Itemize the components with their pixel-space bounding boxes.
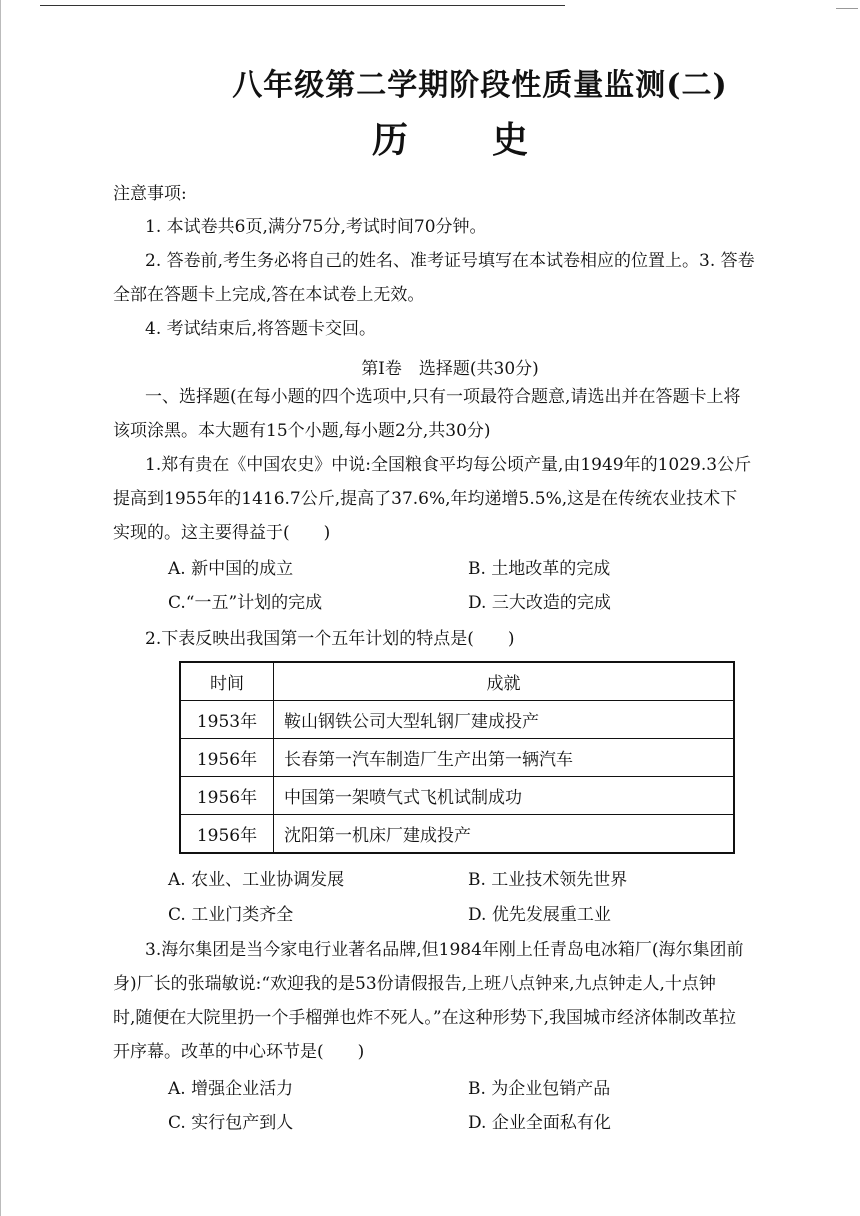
q2-option-d: D. 优先发展重工业 bbox=[468, 905, 611, 925]
q3-option-d: D. 企业全面私有化 bbox=[468, 1113, 611, 1133]
q1-option-c: C.“一五”计划的完成 bbox=[168, 593, 323, 613]
q1-stem-line-2: 提高到1955年的1416.7公斤,提高了37.6%,年均递增5.5%,这是在传统农业技术下 bbox=[113, 489, 738, 509]
achievements-table bbox=[179, 661, 735, 854]
table-header-row bbox=[180, 662, 734, 701]
notice-heading: 注意事项: bbox=[113, 184, 187, 204]
q1-stem-line-3: 实现的。这主要得益于( ) bbox=[113, 523, 331, 543]
table-cell-year: 1956年 bbox=[180, 815, 274, 854]
q2-option-a: A. 农业、工业协调发展 bbox=[168, 870, 345, 890]
part-one-instructions-cont: 该项涂黑。本大题有15个小题,每小题2分,共30分) bbox=[113, 421, 491, 441]
q2-option-c: C. 工业门类齐全 bbox=[168, 905, 294, 925]
subject-char-1: 历 bbox=[371, 119, 408, 161]
part-one-instructions: 一、选择题(在每小题的四个选项中,只有一项最符合题意,请选出并在答题卡上将 bbox=[145, 387, 741, 407]
table-row bbox=[180, 701, 734, 739]
q1-option-b: B. 土地改革的完成 bbox=[468, 559, 611, 579]
q2-option-b: B. 工业技术领先世界 bbox=[468, 870, 628, 890]
subject-title bbox=[0, 112, 860, 163]
exam-title: 八年级第二学期阶段性质量监测(二) bbox=[232, 68, 728, 103]
q1-stem-line-1: 1.郑有贵在《中国农史》中说:全国粮食平均每公顷产量,由1949年的1029.3公斤 bbox=[145, 455, 752, 475]
top-rule bbox=[40, 5, 565, 6]
q3-option-b: B. 为企业包销产品 bbox=[468, 1079, 611, 1099]
subject-char-2: 史 bbox=[492, 119, 529, 161]
q3-stem-line-2: 身)厂长的张瑞敏说:“欢迎我的是53份请假报告,上班八点钟来,九点钟走人,十点钟 bbox=[113, 974, 716, 994]
q3-option-a: A. 增强企业活力 bbox=[168, 1079, 294, 1099]
q1-option-a: A. 新中国的成立 bbox=[168, 559, 294, 579]
q1-option-d: D. 三大改造的完成 bbox=[468, 593, 611, 613]
q3-stem-line-1: 3.海尔集团是当今家电行业著名品牌,但1984年刚上任青岛电冰箱厂(海尔集团前 bbox=[145, 940, 744, 960]
table-cell-achievement: 长春第一汽车制造厂生产出第一辆汽车 bbox=[274, 739, 735, 777]
notice-item-2: 2. 答卷前,考生务必将自己的姓名、准考证号填写在本试卷相应的位置上。3. 答卷 bbox=[145, 251, 755, 271]
q3-stem-line-3: 时,随便在大院里扔一个手榴弹也炸不死人。”在这种形势下,我国城市经济体制改革拉 bbox=[113, 1008, 736, 1028]
table-cell-year: 1956年 bbox=[180, 739, 274, 777]
q2-stem: 2.下表反映出我国第一个五年计划的特点是( ) bbox=[145, 629, 515, 649]
table-row bbox=[180, 815, 734, 854]
table-header-achievement: 成就 bbox=[274, 662, 735, 701]
table-cell-achievement: 中国第一架喷气式飞机试制成功 bbox=[274, 777, 735, 815]
table-row bbox=[180, 739, 734, 777]
table-header-time: 时间 bbox=[180, 662, 274, 701]
notice-item-4: 4. 考试结束后,将答题卡交回。 bbox=[145, 319, 377, 339]
corner-mark bbox=[836, 0, 858, 9]
section-title: 第Ⅰ卷 选择题(共30分) bbox=[361, 359, 539, 379]
notice-item-1: 1. 本试卷共6页,满分75分,考试时间70分钟。 bbox=[145, 217, 487, 237]
page-left-edge bbox=[0, 0, 1, 1216]
table-cell-achievement: 鞍山钢铁公司大型轧钢厂建成投产 bbox=[274, 701, 735, 739]
notice-item-2-cont: 全部在答题卡上完成,答在本试卷上无效。 bbox=[113, 285, 425, 305]
q3-stem-line-4: 开序幕。改革的中心环节是( ) bbox=[113, 1042, 365, 1062]
table-row bbox=[180, 777, 734, 815]
table-cell-year: 1956年 bbox=[180, 777, 274, 815]
q3-option-c: C. 实行包产到人 bbox=[168, 1113, 294, 1133]
table-cell-year: 1953年 bbox=[180, 701, 274, 739]
table-cell-achievement: 沈阳第一机床厂建成投产 bbox=[274, 815, 735, 854]
